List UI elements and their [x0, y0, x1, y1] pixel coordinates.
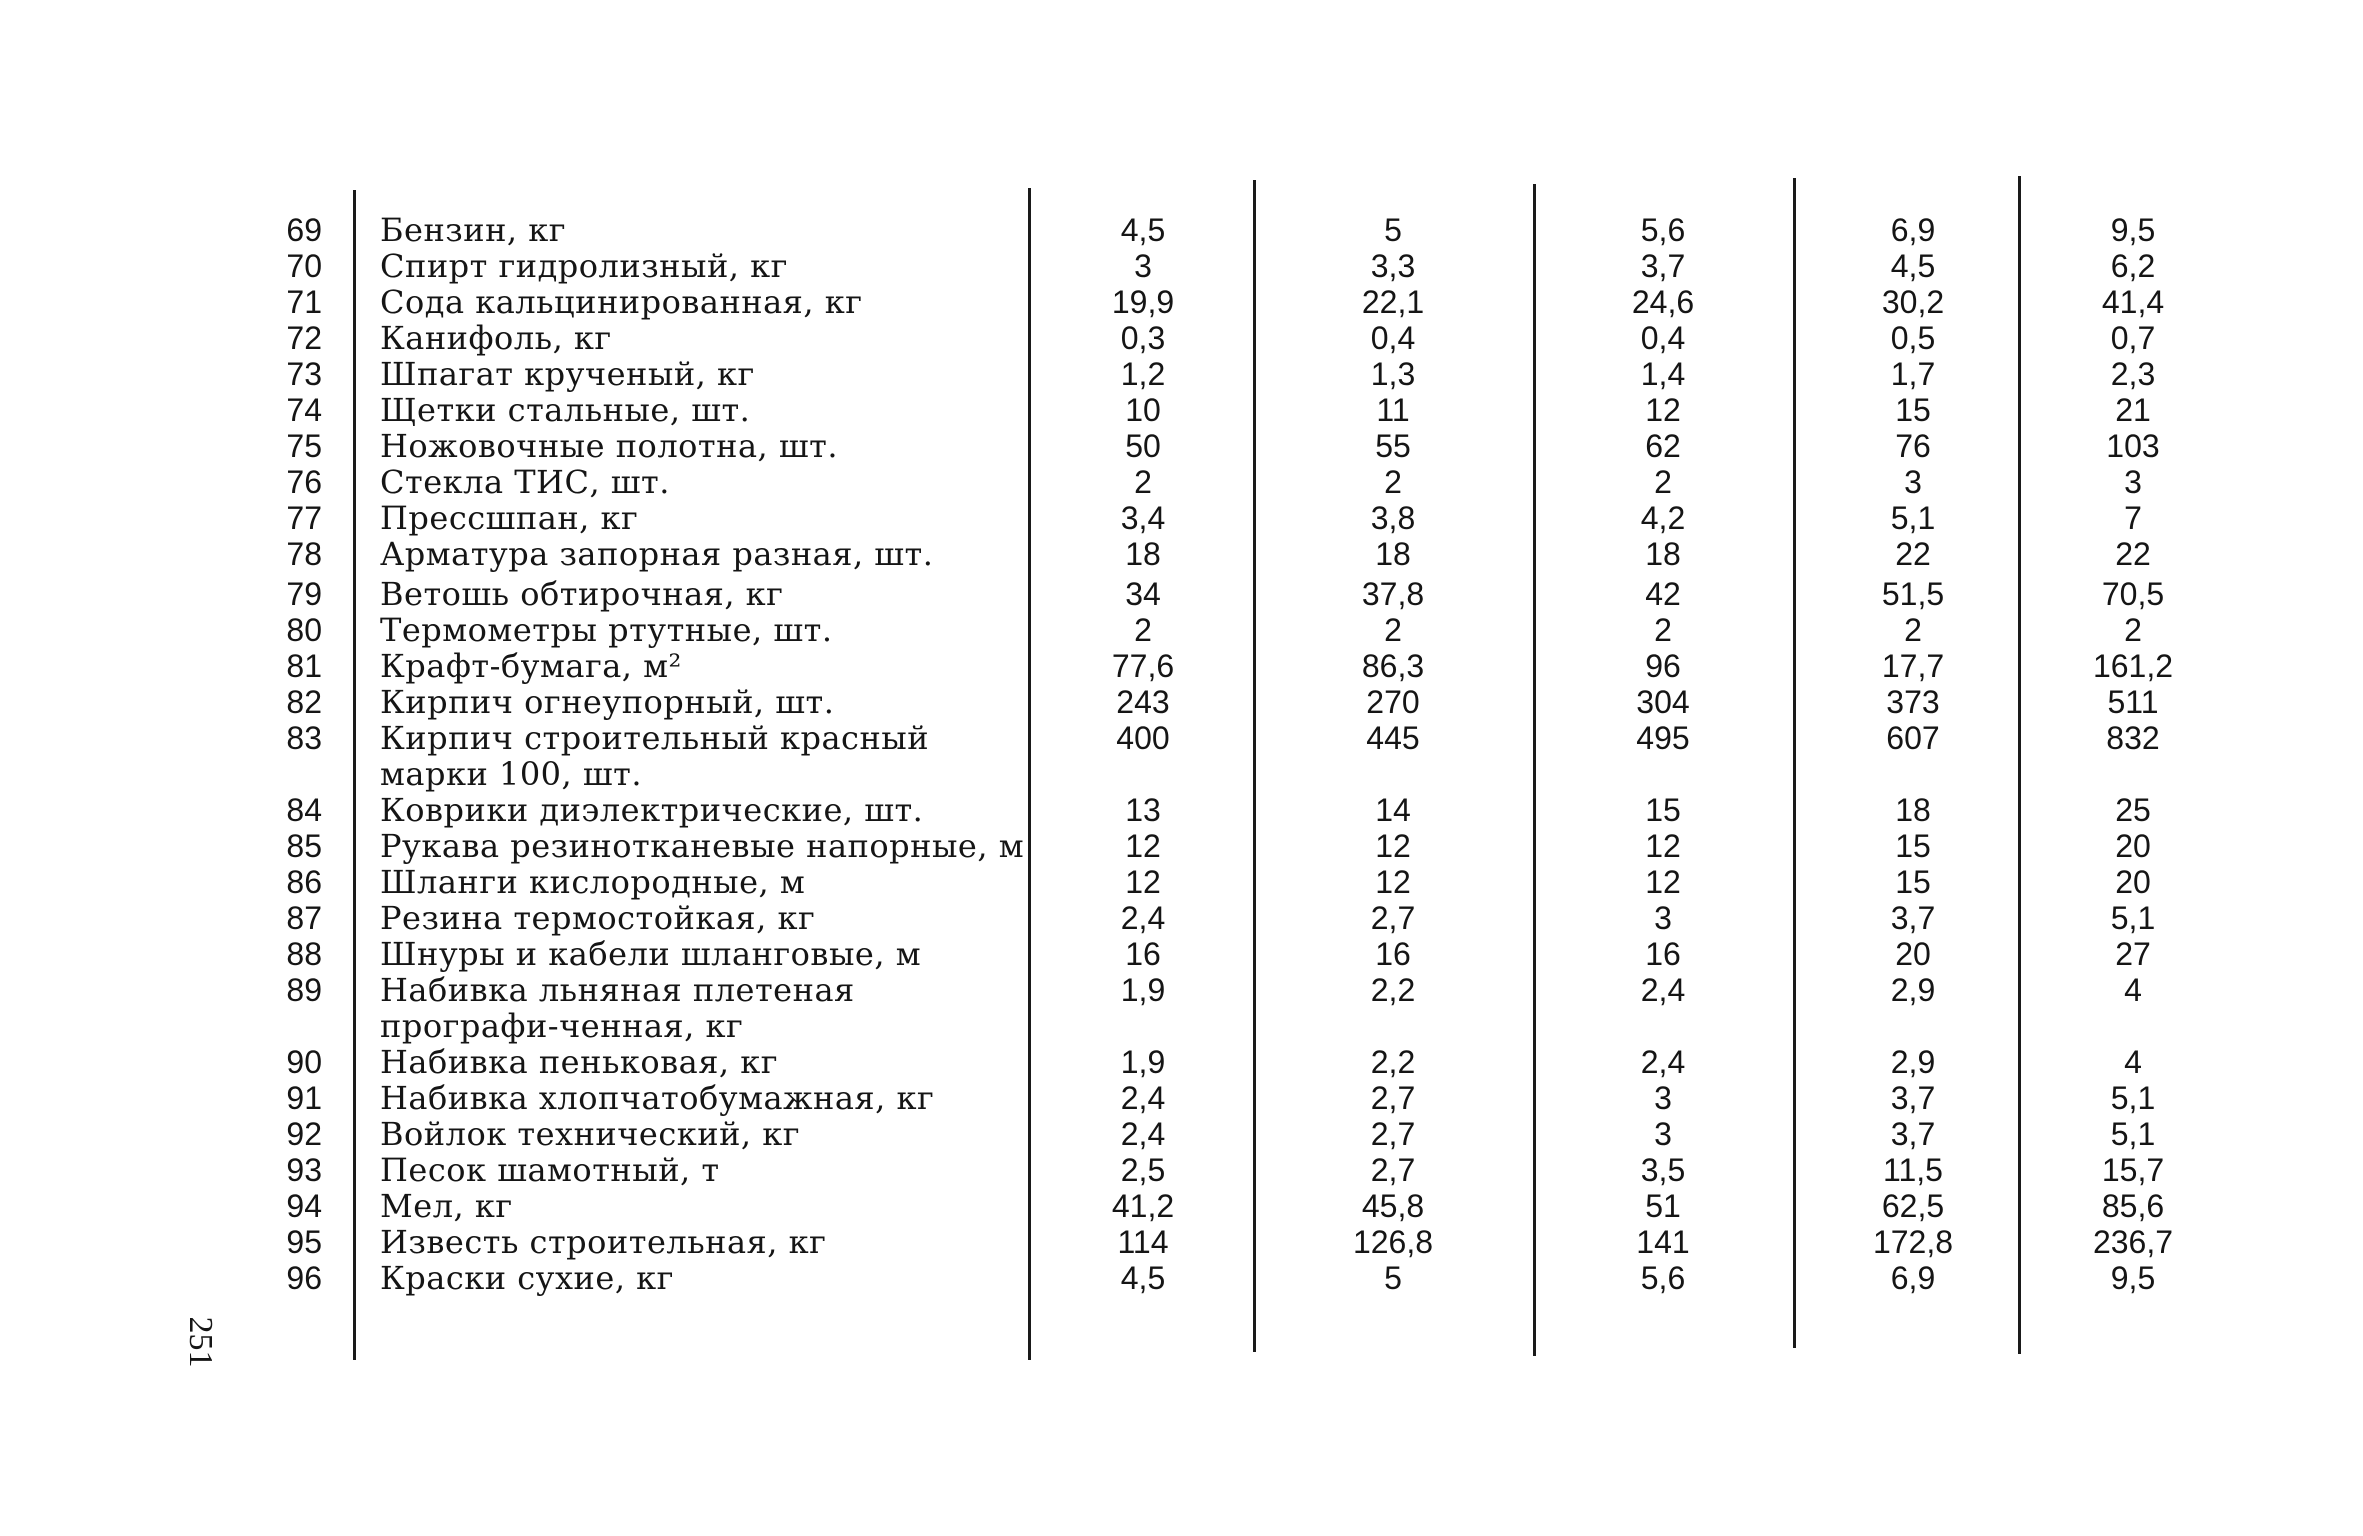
- value-col1: 1,9: [1120, 1044, 1166, 1080]
- value-col5: 9,5: [2110, 212, 2156, 248]
- value-col2: 11: [1376, 392, 1410, 428]
- value-col4: 3,7: [1890, 1080, 1936, 1116]
- row-number: 82: [286, 684, 322, 720]
- value-col2: 445: [1366, 720, 1420, 756]
- value-col4: 3,7: [1890, 900, 1936, 936]
- table-row: [0, 1260, 2363, 1334]
- value-col1: 2: [1134, 612, 1152, 648]
- value-col5: 5,1: [2110, 1116, 2156, 1152]
- value-col4: 4,5: [1890, 248, 1936, 284]
- material-name: Краски сухие, кг: [380, 1259, 674, 1297]
- material-name: Рукава резинотканевые напорные, м: [380, 827, 1025, 865]
- value-col4: 22: [1895, 536, 1931, 572]
- material-name: Коврики диэлектрические, шт.: [380, 791, 924, 829]
- value-col3: 0,4: [1640, 320, 1686, 356]
- material-name: Шланги кислородные, м: [380, 863, 806, 901]
- value-col1: 34: [1125, 576, 1161, 612]
- value-col5: 20: [2115, 864, 2151, 900]
- value-col2: 0,4: [1370, 320, 1416, 356]
- value-col1: 243: [1116, 684, 1170, 720]
- material-name: Известь строительная, кг: [380, 1223, 827, 1261]
- row-number: 94: [286, 1188, 322, 1224]
- value-col2: 37,8: [1361, 576, 1425, 612]
- row-number: 76: [286, 464, 322, 500]
- material-name: Набивка пеньковая, кг: [380, 1043, 779, 1081]
- row-number: 79: [286, 576, 322, 612]
- value-col3: 495: [1636, 720, 1690, 756]
- value-col5: 15,7: [2101, 1152, 2165, 1188]
- value-col2: 2,2: [1370, 1044, 1416, 1080]
- row-number: 70: [286, 248, 322, 284]
- value-col2: 16: [1375, 936, 1411, 972]
- value-col2: 2,2: [1370, 972, 1416, 1008]
- value-col1: 3: [1134, 248, 1152, 284]
- value-col4: 20: [1895, 936, 1931, 972]
- row-number: 81: [286, 648, 322, 684]
- value-col5: 832: [2106, 720, 2160, 756]
- value-col4: 373: [1886, 684, 1940, 720]
- value-col5: 5,1: [2110, 1080, 2156, 1116]
- value-col3: 141: [1636, 1224, 1690, 1260]
- value-col2: 3,3: [1370, 248, 1416, 284]
- material-name: Шпагат крученый, кг: [380, 355, 755, 393]
- value-col5: 5,1: [2110, 900, 2156, 936]
- row-number: 96: [286, 1260, 322, 1296]
- value-col1: 13: [1125, 792, 1161, 828]
- material-name: Бензин, кг: [380, 211, 566, 249]
- row-number: 87: [286, 900, 322, 936]
- value-col5: 21: [2115, 392, 2151, 428]
- value-col4: 2: [1904, 612, 1922, 648]
- material-name: Кирпич огнеупорный, шт.: [380, 683, 835, 721]
- value-col1: 0,3: [1120, 320, 1166, 356]
- row-number: 91: [286, 1080, 322, 1116]
- value-col3: 24,6: [1631, 284, 1695, 320]
- value-col5: 2,3: [2110, 356, 2156, 392]
- value-col4: 6,9: [1890, 1260, 1936, 1296]
- value-col5: 236,7: [2092, 1224, 2174, 1260]
- value-col2: 45,8: [1361, 1188, 1425, 1224]
- value-col3: 12: [1645, 392, 1681, 428]
- material-name: Спирт гидролизный, кг: [380, 247, 788, 285]
- value-col3: 5,6: [1640, 1260, 1686, 1296]
- value-col5: 20: [2115, 828, 2151, 864]
- value-col5: 41,4: [2101, 284, 2165, 320]
- value-col1: 4,5: [1120, 1260, 1166, 1296]
- value-col1: 3,4: [1120, 500, 1166, 536]
- value-col3: 62: [1645, 428, 1681, 464]
- value-col5: 2: [2124, 612, 2142, 648]
- value-col5: 0,7: [2110, 320, 2156, 356]
- table-row: [0, 972, 2363, 1046]
- material-name: Щетки стальные, шт.: [380, 391, 751, 429]
- value-col2: 2,7: [1370, 900, 1416, 936]
- material-name: Термометры ртутные, шт.: [380, 611, 833, 649]
- value-col2: 18: [1375, 536, 1411, 572]
- value-col1: 19,9: [1111, 284, 1175, 320]
- value-col4: 15: [1895, 392, 1931, 428]
- value-col3: 12: [1645, 828, 1681, 864]
- value-col5: 85,6: [2101, 1188, 2165, 1224]
- value-col1: 1,9: [1120, 972, 1166, 1008]
- value-col2: 22,1: [1361, 284, 1425, 320]
- table-row: [0, 720, 2363, 794]
- value-col3: 96: [1645, 648, 1681, 684]
- value-col5: 161,2: [2092, 648, 2174, 684]
- value-col3: 2: [1654, 464, 1672, 500]
- value-col3: 3: [1654, 1080, 1672, 1116]
- row-number: 72: [286, 320, 322, 356]
- value-col5: 27: [2115, 936, 2151, 972]
- row-number: 92: [286, 1116, 322, 1152]
- value-col1: 2,4: [1120, 1116, 1166, 1152]
- value-col1: 50: [1125, 428, 1161, 464]
- row-number: 75: [286, 428, 322, 464]
- page-number: 251: [182, 1316, 219, 1368]
- value-col3: 18: [1645, 536, 1681, 572]
- row-number: 90: [286, 1044, 322, 1080]
- value-col3: 5,6: [1640, 212, 1686, 248]
- value-col1: 41,2: [1111, 1188, 1175, 1224]
- value-col1: 400: [1116, 720, 1170, 756]
- value-col1: 12: [1125, 864, 1161, 900]
- value-col2: 3,8: [1370, 500, 1416, 536]
- value-col3: 1,4: [1640, 356, 1686, 392]
- value-col2: 12: [1375, 828, 1411, 864]
- value-col4: 62,5: [1881, 1188, 1945, 1224]
- value-col5: 7: [2124, 500, 2142, 536]
- value-col3: 42: [1645, 576, 1681, 612]
- value-col4: 30,2: [1881, 284, 1945, 320]
- material-name: Сода кальцинированная, кг: [380, 283, 863, 321]
- value-col4: 5,1: [1890, 500, 1936, 536]
- value-col3: 2,4: [1640, 972, 1686, 1008]
- value-col3: 3: [1654, 1116, 1672, 1152]
- value-col1: 77,6: [1111, 648, 1175, 684]
- value-col3: 51: [1645, 1188, 1681, 1224]
- row-number: 89: [286, 972, 322, 1008]
- material-name: Набивка хлопчатобумажная, кг: [380, 1079, 935, 1117]
- value-col4: 6,9: [1890, 212, 1936, 248]
- value-col3: 2,4: [1640, 1044, 1686, 1080]
- value-col3: 16: [1645, 936, 1681, 972]
- value-col1: 16: [1125, 936, 1161, 972]
- value-col5: 70,5: [2101, 576, 2165, 612]
- value-col3: 4,2: [1640, 500, 1686, 536]
- value-col4: 17,7: [1881, 648, 1945, 684]
- value-col5: 4: [2124, 972, 2142, 1008]
- value-col2: 270: [1366, 684, 1420, 720]
- row-number: 93: [286, 1152, 322, 1188]
- value-col5: 3: [2124, 464, 2142, 500]
- value-col4: 18: [1895, 792, 1931, 828]
- value-col2: 2,7: [1370, 1116, 1416, 1152]
- value-col2: 2: [1384, 612, 1402, 648]
- value-col3: 3: [1654, 900, 1672, 936]
- value-col4: 2,9: [1890, 972, 1936, 1008]
- value-col5: 4: [2124, 1044, 2142, 1080]
- value-col1: 2,4: [1120, 900, 1166, 936]
- value-col2: 2,7: [1370, 1080, 1416, 1116]
- value-col1: 18: [1125, 536, 1161, 572]
- value-col2: 55: [1375, 428, 1411, 464]
- value-col2: 14: [1375, 792, 1411, 828]
- row-number: 88: [286, 936, 322, 972]
- value-col3: 2: [1654, 612, 1672, 648]
- value-col4: 3,7: [1890, 1116, 1936, 1152]
- row-number: 86: [286, 864, 322, 900]
- material-name: Прессшпан, кг: [380, 499, 639, 537]
- material-name: Стекла ТИС, шт.: [380, 463, 670, 501]
- value-col1: 12: [1125, 828, 1161, 864]
- value-col1: 2,4: [1120, 1080, 1166, 1116]
- value-col2: 5: [1384, 212, 1402, 248]
- row-number: 83: [286, 720, 322, 756]
- value-col5: 22: [2115, 536, 2151, 572]
- material-name: Резина термостойкая, кг: [380, 899, 816, 937]
- value-col5: 9,5: [2110, 1260, 2156, 1296]
- value-col1: 2,5: [1120, 1152, 1166, 1188]
- value-col4: 2,9: [1890, 1044, 1936, 1080]
- value-col4: 3: [1904, 464, 1922, 500]
- row-number: 77: [286, 500, 322, 536]
- value-col2: 126,8: [1352, 1224, 1434, 1260]
- value-col5: 103: [2106, 428, 2160, 464]
- value-col4: 0,5: [1890, 320, 1936, 356]
- material-name: Кирпич строительный красный марки 100, шт.: [380, 719, 930, 793]
- value-col2: 5: [1384, 1260, 1402, 1296]
- value-col3: 15: [1645, 792, 1681, 828]
- material-name: Мел, кг: [380, 1187, 513, 1225]
- value-col5: 511: [2107, 684, 2159, 720]
- value-col1: 2: [1134, 464, 1152, 500]
- value-col4: 11,5: [1883, 1152, 1943, 1188]
- row-number: 80: [286, 612, 322, 648]
- value-col2: 2,7: [1370, 1152, 1416, 1188]
- row-number: 69: [286, 212, 322, 248]
- row-number: 78: [286, 536, 322, 572]
- row-number: 73: [286, 356, 322, 392]
- value-col2: 1,3: [1370, 356, 1416, 392]
- material-name: Войлок технический, кг: [380, 1115, 800, 1153]
- value-col4: 172,8: [1872, 1224, 1954, 1260]
- row-number: 74: [286, 392, 322, 428]
- value-col1: 10: [1125, 392, 1161, 428]
- value-col5: 25: [2115, 792, 2151, 828]
- row-number: 71: [286, 284, 322, 320]
- value-col5: 6,2: [2110, 248, 2156, 284]
- value-col4: 15: [1895, 828, 1931, 864]
- material-name: Ветошь обтирочная, кг: [380, 575, 784, 613]
- value-col3: 3,5: [1640, 1152, 1686, 1188]
- material-name: Шнуры и кабели шланговые, м: [380, 935, 922, 973]
- value-col2: 86,3: [1361, 648, 1425, 684]
- value-col4: 607: [1886, 720, 1940, 756]
- row-number: 84: [286, 792, 322, 828]
- value-col3: 3,7: [1640, 248, 1686, 284]
- value-col2: 12: [1375, 864, 1411, 900]
- material-name: Крафт-бумага, м²: [380, 647, 682, 685]
- value-col1: 4,5: [1120, 212, 1166, 248]
- value-col1: 1,2: [1120, 356, 1166, 392]
- value-col4: 1,7: [1890, 356, 1936, 392]
- value-col4: 51,5: [1881, 576, 1945, 612]
- material-name: Ножовочные полотна, шт.: [380, 427, 838, 465]
- value-col2: 2: [1384, 464, 1402, 500]
- value-col1: 114: [1117, 1224, 1169, 1260]
- material-name: Арматура запорная разная, шт.: [380, 535, 934, 573]
- row-number: 95: [286, 1224, 322, 1260]
- material-name: Набивка льняная плетеная прографи-ченная, кг: [380, 971, 855, 1045]
- value-col4: 76: [1895, 428, 1931, 464]
- material-name: Канифоль, кг: [380, 319, 612, 357]
- value-col4: 15: [1895, 864, 1931, 900]
- row-number: 85: [286, 828, 322, 864]
- value-col3: 304: [1636, 684, 1690, 720]
- material-name: Песок шамотный, т: [380, 1151, 720, 1189]
- value-col3: 12: [1645, 864, 1681, 900]
